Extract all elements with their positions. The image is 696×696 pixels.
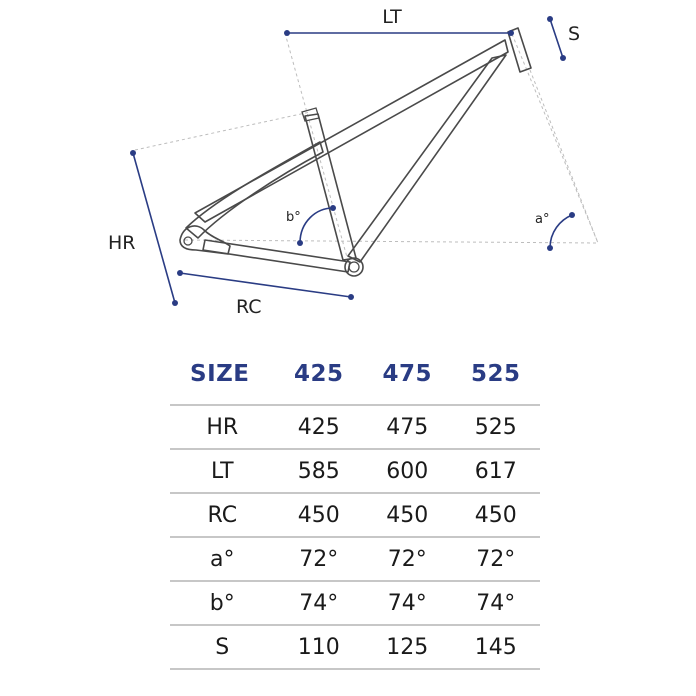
row-label: LT: [170, 449, 275, 493]
size-header: SIZE: [190, 361, 250, 387]
cell: 450: [275, 493, 363, 537]
seat-stay: [186, 142, 323, 238]
rc-label: RC: [236, 296, 262, 318]
row-label: b°: [170, 581, 275, 625]
a-angle-label: a°: [535, 212, 550, 227]
cell: 74°: [275, 581, 363, 625]
chain-stay: [203, 240, 350, 272]
cell: 450: [452, 493, 541, 537]
b-angle-label: b°: [286, 210, 301, 225]
lt-dimension: [284, 6, 514, 36]
b-angle-marker: [286, 205, 336, 246]
geometry-table: [170, 352, 540, 670]
row-label: a°: [170, 537, 275, 581]
table-row: [170, 405, 540, 449]
bottom-bracket: [345, 258, 363, 276]
size-475-header: 475: [382, 361, 433, 387]
table-row: [170, 449, 540, 493]
rc-dimension: [177, 270, 354, 318]
table-header-row: [170, 352, 540, 405]
top-tube: [195, 40, 508, 222]
hr-dimension: [108, 150, 178, 306]
seat-tube: [305, 114, 356, 260]
cell: 72°: [275, 537, 363, 581]
table-row: [170, 537, 540, 581]
size-425-header: 425: [294, 361, 344, 387]
s-dimension: [547, 16, 580, 61]
cell: 617: [452, 449, 541, 493]
s-label: S: [568, 23, 581, 45]
row-label: S: [170, 625, 275, 669]
cell: 110: [275, 625, 363, 669]
hr-label: HR: [108, 232, 136, 254]
dropout-axle: [184, 237, 192, 245]
row-label: RC: [170, 493, 275, 537]
table-row: [170, 581, 540, 625]
bike-frame-geometry-diagram: [0, 0, 696, 340]
cell: 145: [452, 625, 541, 669]
cell: 125: [363, 625, 451, 669]
size-525-header: 525: [470, 361, 521, 387]
row-label: HR: [170, 405, 275, 449]
cell: 600: [363, 449, 451, 493]
cell: 72°: [363, 537, 451, 581]
cell: 585: [275, 449, 363, 493]
table-row: [170, 625, 540, 669]
cell: 525: [452, 405, 541, 449]
down-tube: [348, 55, 506, 262]
a-angle-marker: [535, 212, 575, 251]
lt-label: LT: [382, 6, 402, 28]
bike-frame: [180, 28, 531, 276]
cell: 475: [363, 405, 451, 449]
table-row: [170, 493, 540, 537]
cell: 72°: [452, 537, 541, 581]
cell: 425: [275, 405, 363, 449]
cell: 74°: [452, 581, 541, 625]
cell: 74°: [363, 581, 451, 625]
cell: 450: [363, 493, 451, 537]
